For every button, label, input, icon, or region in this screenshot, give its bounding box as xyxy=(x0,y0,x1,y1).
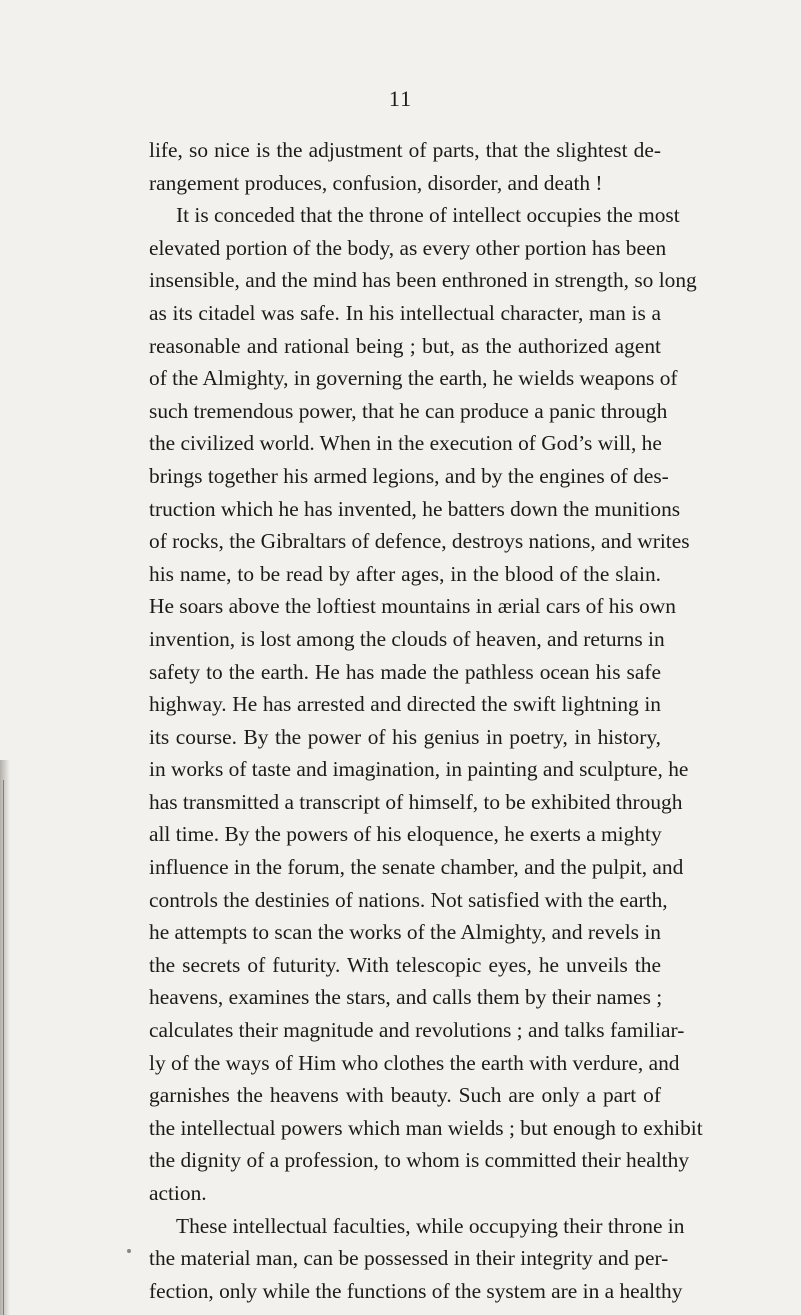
text-line: heavens, examines the stars, and calls them by their names ; xyxy=(149,985,663,1010)
text-line: It is conceded that the throne of intellect occupies the most xyxy=(176,203,680,228)
text-line: calculates their magnitude and revolutions ; and talks familiar- xyxy=(149,1018,685,1043)
body-text xyxy=(149,134,703,1307)
text-line: controls the destinies of nations. Not satisfied with the earth, xyxy=(149,887,668,912)
text-line: action. xyxy=(149,1181,207,1205)
paper-speck xyxy=(127,1249,131,1253)
binding-shadow xyxy=(0,760,10,1315)
text-line: fection, only while the functions of the system are in a healthy xyxy=(149,1278,683,1303)
text-line: the secrets of futurity. With telescopic eyes, he unveils the xyxy=(149,952,661,977)
text-line: the intellectual powers which man wields ; but enough to exhibit xyxy=(149,1115,703,1140)
text-line: brings together his armed legions, and by the engines of des- xyxy=(149,463,669,488)
text-line: his name, to be read by after ages, in the blood of the slain. xyxy=(149,561,661,586)
text-line: the dignity of a profession, to whom is committed their healthy xyxy=(149,1148,690,1173)
text-line: reasonable and rational being ; but, as the authorized agent xyxy=(149,333,661,358)
text-line: He soars above the loftiest mountains in ærial cars of his own xyxy=(149,594,676,619)
text-line: life, so nice is the adjustment of parts, that the slightest de- xyxy=(149,138,661,162)
text-line: These intellectual faculties, while occupying their throne in xyxy=(176,1213,685,1238)
text-line: as its citadel was safe. In his intellectual character, man is a xyxy=(149,300,661,325)
text-line: insensible, and the mind has been enthroned in strength, so long xyxy=(149,268,697,293)
text-line: rangement produces, confusion, disorder, and death ! xyxy=(149,170,603,195)
text-line: all time. By the powers of his eloquence, he exerts a mighty xyxy=(149,822,662,847)
text-line: of rocks, the Gibraltars of defence, destroys nations, and writes xyxy=(149,529,690,554)
text-line: the civilized world. When in the execution of God’s will, he xyxy=(149,431,662,456)
text-line: such tremendous power, that he can produce a panic through xyxy=(149,398,668,423)
text-line: truction which he has invented, he batters down the munitions xyxy=(149,496,681,521)
page-number: 11 xyxy=(388,86,413,111)
text-line: elevated portion of the body, as every other portion has been xyxy=(149,235,667,260)
binding-edge xyxy=(3,780,4,1315)
text-line: ly of the ways of Him who clothes the earth with verdure, and xyxy=(149,1050,680,1075)
text-line: its course. By the power of his genius in poetry, in history, xyxy=(149,724,661,749)
text-line: in works of taste and imagination, in painting and sculpture, he xyxy=(149,757,689,782)
text-line: has transmitted a transcript of himself, to be exhibited through xyxy=(149,789,683,814)
text-line: invention, is lost among the clouds of heaven, and returns in xyxy=(149,626,665,651)
text-line: the material man, can be possessed in their integrity and per- xyxy=(149,1246,669,1271)
text-line: safety to the earth. He has made the pathless ocean his safe xyxy=(149,659,661,684)
text-line: garnishes the heavens with beauty. Such are only a part of xyxy=(149,1083,661,1108)
text-line: highway. He has arrested and directed the swift lightning in xyxy=(149,692,661,717)
text-line: of the Almighty, in governing the earth, he wields weapons of xyxy=(149,366,678,391)
text-line: he attempts to scan the works of the Almighty, and revels in xyxy=(149,920,661,945)
text-line: influence in the forum, the senate chamber, and the pulpit, and xyxy=(149,855,684,880)
